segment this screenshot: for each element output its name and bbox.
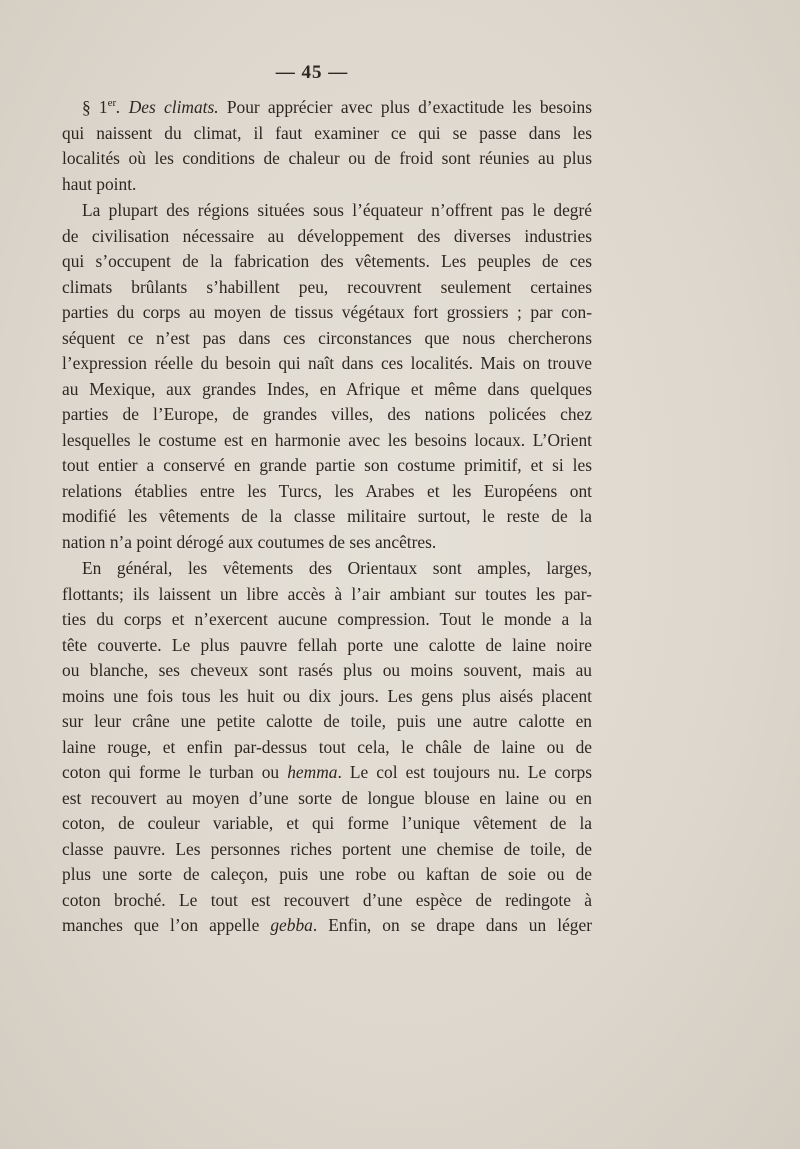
paragraph-orientals — [62, 556, 592, 939]
text-line: laine rouge, et enfin par-dessus tout cela, le châle de laine ou de — [62, 736, 592, 757]
text-line: climats brûlants s’habillent peu, recouvrent seulement certaines — [62, 276, 592, 297]
section-title: . Des climats. — [116, 97, 219, 117]
text-segment: manches que l’on appelle — [62, 915, 271, 935]
text-line: parties du corps au moyen de tissus végétaux fort grossiers ; par con- — [62, 302, 592, 322]
text-line: au Mexique, aux grandes Indes, en Afrique et même dans quelques — [62, 378, 592, 399]
section-mark-superscript: er — [107, 97, 117, 110]
text-line — [62, 913, 592, 939]
text-line: sur leur crâne une petite calotte de toile, puis une autre calotte en — [62, 711, 592, 731]
text-line: l’expression réelle du besoin qui naît dans ces localités. Mais on trouve — [62, 353, 592, 373]
italic-term-hemma: hemma — [287, 762, 338, 782]
body-text — [62, 95, 592, 939]
section-paragraph — [62, 95, 592, 197]
text-line: coton, de couleur variable, et qui forme l’unique vêtement de la — [62, 813, 592, 833]
text-line: tête couverte. Le plus pauvre fellah porte une calotte de laine noire — [62, 634, 592, 655]
text-line: haut point. — [62, 173, 137, 194]
page-number: — 45 — — [275, 62, 349, 83]
paragraph-equator — [62, 198, 592, 555]
text-segment: Pour apprécier avec plus d’exactitude les besoins — [218, 97, 592, 117]
text-line: modifié les vêtements de la classe militaire surtout, le reste de la — [62, 506, 592, 526]
text-line — [62, 95, 592, 121]
text-line: localités où les conditions de chaleur ou de froid sont réunies au plus — [62, 148, 592, 168]
text-line: de civilisation nécessaire au développement des diverses industries — [62, 225, 592, 246]
text-line: classe pauvre. Les personnes riches portent une chemise de toile, de — [62, 838, 592, 859]
text-line: ties du corps et n’exercent aucune compression. Tout le monde a la — [62, 609, 592, 629]
text-segment: . Enfin, on se drape dans un léger — [312, 915, 592, 935]
section-mark: § 1 — [82, 97, 108, 117]
italic-term-gebba: gebba — [270, 915, 313, 935]
text-line: séquent ce n’est pas dans ces circonstances que nous chercherons — [62, 327, 592, 348]
text-line: flottants; ils laissent un libre accès à l’air ambiant sur toutes les par- — [62, 583, 592, 604]
text-line: nation n’a point dérogé aux coutumes de ses ancêtres. — [62, 531, 437, 552]
text-line: est recouvert au moyen d’une sorte de longue blouse en laine ou en — [62, 787, 592, 808]
text-line: moins une fois tous les huit ou dix jours. Les gens plus aisés placent — [62, 685, 592, 706]
text-line: plus une sorte de caleçon, puis une robe ou kaftan de soie ou de — [62, 864, 592, 884]
text-line: qui naissent du climat, il faut examiner ce qui se passe dans les — [62, 122, 592, 143]
text-segment: . Le col est toujours nu. Le corps — [337, 762, 592, 782]
text-line: La plupart des régions situées sous l’équateur n’offrent pas le degré — [82, 200, 592, 220]
text-line: qui s’occupent de la fabrication des vêtements. Les peuples de ces — [62, 251, 592, 271]
text-line: coton broché. Le tout est recouvert d’une espèce de redingote à — [62, 889, 592, 910]
text-line: ou blanche, ses cheveux sont rasés plus ou moins souvent, mais au — [62, 660, 592, 680]
text-line: lesquelles le costume est en harmonie avec les besoins locaux. L’Orient — [62, 429, 592, 450]
text-segment: coton qui forme le turban ou — [62, 762, 288, 782]
text-line: En général, les vêtements des Orientaux sont amples, larges, — [82, 558, 592, 578]
text-line: tout entier a conservé en grande partie son costume primitif, et si les — [62, 455, 592, 475]
text-line — [62, 760, 592, 786]
text-line: parties de l’Europe, de grandes villes, des nations policées chez — [62, 404, 592, 424]
text-line: relations établies entre les Turcs, les Arabes et les Européens ont — [62, 480, 592, 501]
